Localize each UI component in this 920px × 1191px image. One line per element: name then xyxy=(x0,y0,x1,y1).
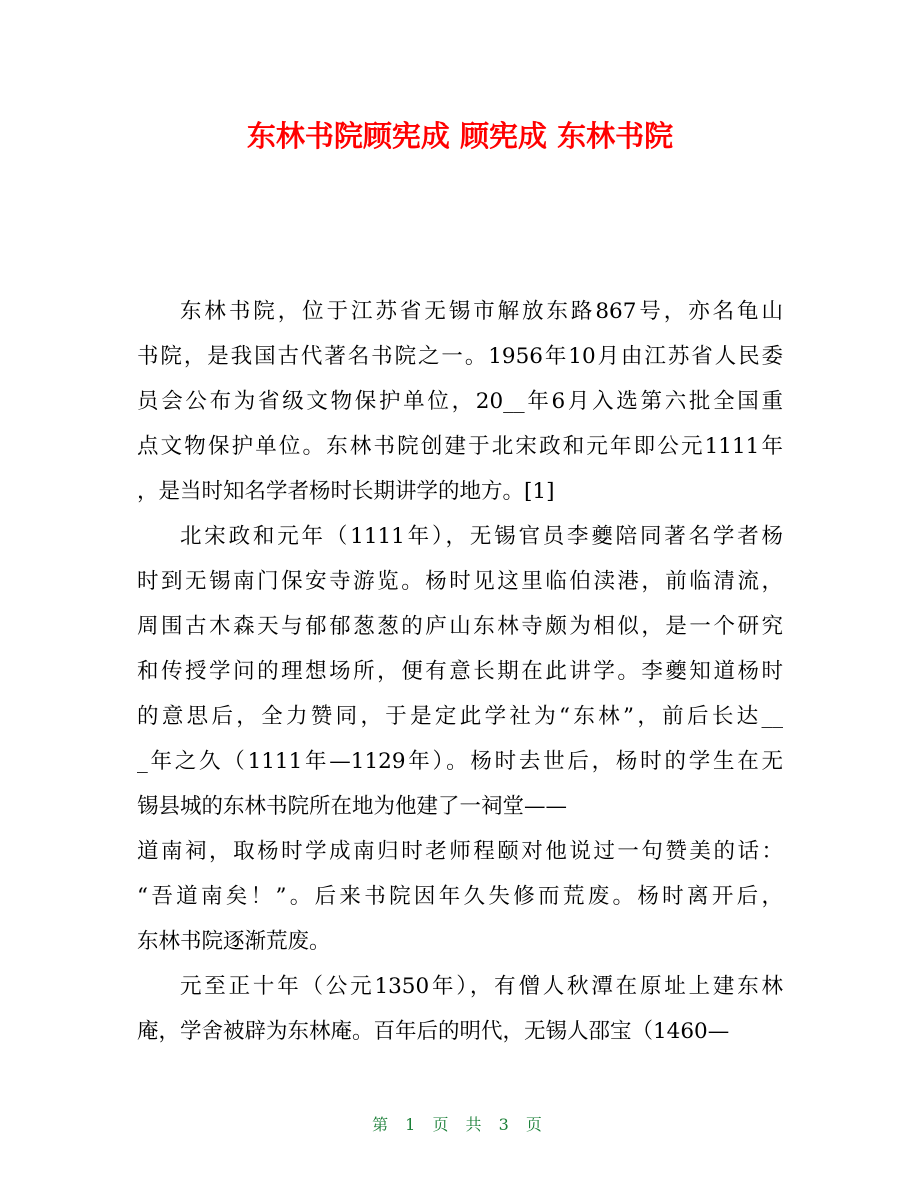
text-line: 员会公布为省级文物保护单位，20__年6月入选第六批全国重 xyxy=(137,389,783,414)
paragraph-1 xyxy=(137,289,783,514)
text-line: 时到无锡南门保安寺游览。杨时见这里临伯渎港，前临清流， xyxy=(137,569,783,594)
text-line: 点文物保护单位。东林书院创建于北宋政和元年即公元1111年 xyxy=(137,434,783,459)
paragraph-2 xyxy=(137,514,783,964)
text-line: _年之久（1111年—1129年）。杨时去世后，杨时的学生在无 xyxy=(137,749,783,774)
text-line: 北宋政和元年（1111年），无锡官员李夔陪同著名学者杨 xyxy=(180,524,783,549)
text-line: “吾道南矣！”。后来书院因年久失修而荒废。杨时离开后， xyxy=(137,884,783,909)
document-body xyxy=(137,289,783,1054)
text-line: 的意思后，全力赞同，于是定此学社为“东林”，前后长达__ xyxy=(137,704,783,729)
text-line: 锡县城的东林书院所在地为他建了一祠堂—— xyxy=(137,794,568,819)
text-line: 道南祠，取杨时学成南归时老师程颐对他说过一句赞美的话： xyxy=(137,839,783,864)
text-line: 周围古木森天与郁郁葱葱的庐山东林寺颇为相似，是一个研究 xyxy=(137,614,783,639)
page-number-footer: 第 1 页 共 3 页 xyxy=(372,1115,548,1134)
text-line: 东林书院，位于江苏省无锡市解放东路867号，亦名龟山 xyxy=(180,299,783,324)
text-line: ，是当时知名学者杨时长期讲学的地方。[1] xyxy=(137,479,555,504)
text-line: 书院，是我国古代著名书院之一。1956年10月由江苏省人民委 xyxy=(137,344,783,369)
text-line: 和传授学问的理想场所，便有意长期在此讲学。李夔知道杨时 xyxy=(137,659,783,684)
text-line: 东林书院逐渐荒废。 xyxy=(137,929,331,954)
paragraph-3 xyxy=(137,964,783,1054)
text-line: 庵，学舍被辟为东林庵。百年后的明代，无锡人邵宝（1460— xyxy=(137,1019,730,1044)
text-line: 元至正十年（公元1350年），有僧人秋潭在原址上建东林 xyxy=(180,974,783,999)
document-title: 东林书院顾宪成 顾宪成 东林书院 xyxy=(246,119,674,153)
